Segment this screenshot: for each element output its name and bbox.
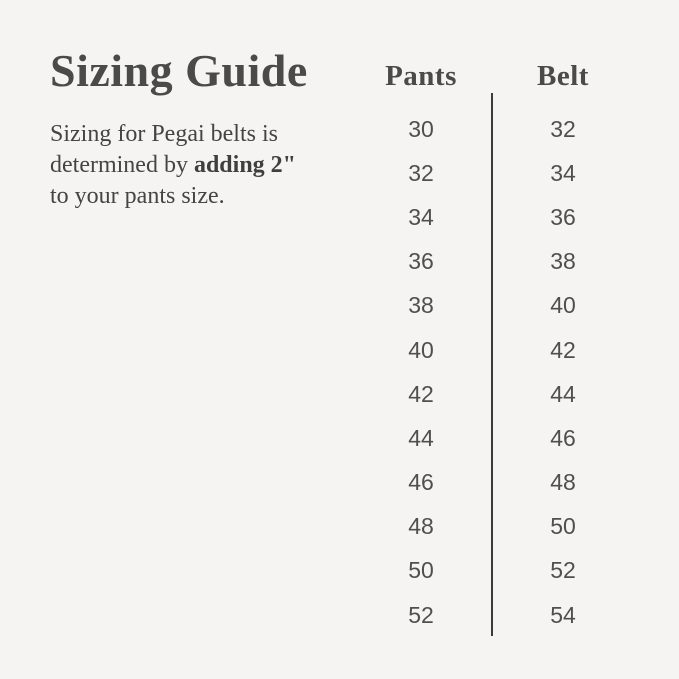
pants-size-cell: 38 — [408, 292, 434, 319]
pants-size-cell: 48 — [408, 513, 434, 540]
description-line-3: to your pants size. — [50, 183, 225, 209]
size-table — [351, 55, 633, 637]
belt-size-cell: 54 — [550, 601, 576, 628]
pants-size-cell: 42 — [408, 380, 434, 407]
belt-size-cell: 36 — [550, 203, 576, 230]
belt-size-cell: 48 — [550, 469, 576, 496]
belt-size-cell: 52 — [550, 557, 576, 584]
belt-column-header: Belt — [537, 60, 589, 92]
pants-size-cell: 34 — [408, 203, 434, 230]
pants-size-cell: 32 — [408, 159, 434, 186]
pants-size-cell: 52 — [408, 601, 434, 628]
page-title: Sizing Guide — [50, 45, 308, 96]
belt-size-cell: 34 — [550, 159, 576, 186]
belt-column-cells — [493, 107, 633, 637]
description-bold-rule: adding 2" — [193, 152, 296, 178]
belt-size-cell: 42 — [550, 336, 576, 363]
description-line-2-prefix: determined by — [50, 152, 194, 178]
pants-size-cell: 40 — [408, 336, 434, 363]
pants-size-cell: 46 — [408, 469, 434, 496]
pants-size-cell: 44 — [408, 424, 434, 451]
belt-size-cell: 44 — [550, 380, 576, 407]
belt-size-cell: 50 — [550, 513, 576, 540]
belt-size-cell: 46 — [550, 424, 576, 451]
belt-size-cell: 38 — [550, 248, 576, 275]
belt-size-cell: 40 — [550, 292, 576, 319]
pants-column — [351, 55, 491, 637]
pants-size-cell: 50 — [408, 557, 434, 584]
pants-column-header: Pants — [385, 60, 457, 92]
pants-size-cell: 30 — [408, 115, 434, 142]
description-line-1: Sizing for Pegai belts is — [50, 121, 278, 147]
sizing-description — [50, 119, 296, 212]
pants-size-cell: 36 — [408, 248, 434, 275]
pants-column-cells — [351, 107, 491, 637]
belt-column — [493, 55, 633, 637]
belt-size-cell: 32 — [550, 115, 576, 142]
